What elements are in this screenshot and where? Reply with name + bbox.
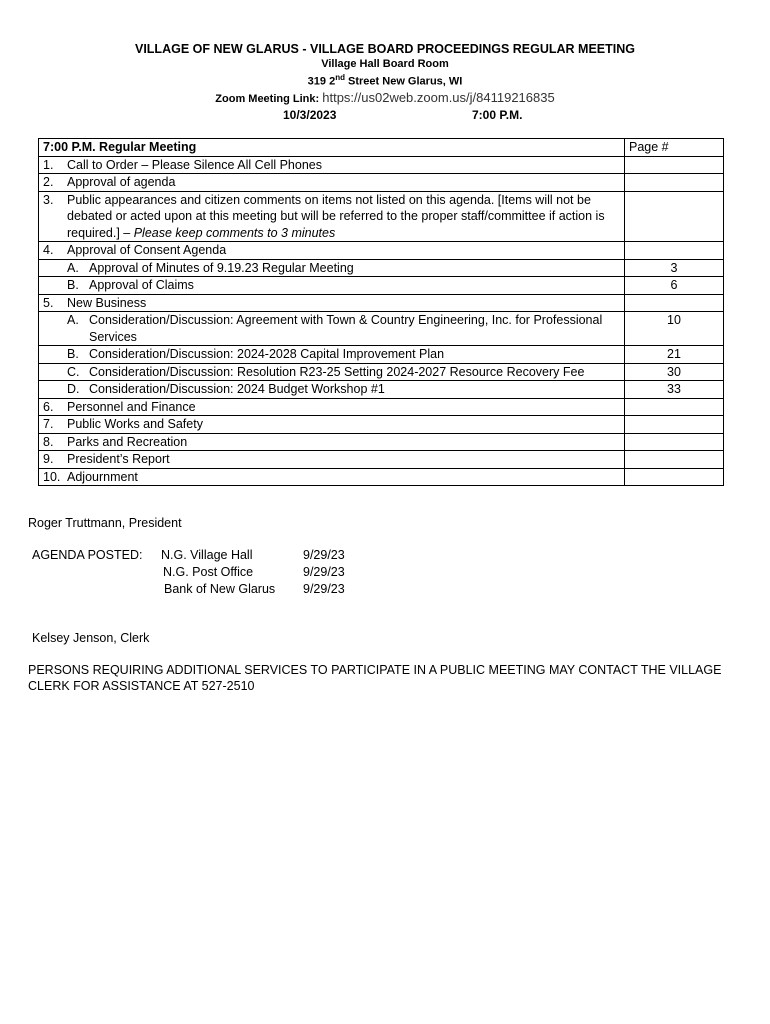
agenda-header-page: Page # bbox=[625, 139, 724, 157]
table-row: 10. Adjournment bbox=[39, 468, 724, 486]
table-row: A. Approval of Minutes of 9.19.23 Regular Meeting 3 bbox=[39, 259, 724, 277]
agenda-table bbox=[38, 138, 724, 486]
table-row: C. Consideration/Discussion: Resolution R23-25 Setting 2024-2027 Resource Recovery Fee 30 bbox=[39, 363, 724, 381]
meeting-date: 10/3/2023 bbox=[283, 107, 337, 122]
table-row: 5. New Business bbox=[39, 294, 724, 312]
date-time-line bbox=[0, 108, 770, 123]
meeting-address: 319 2nd Street New Glarus, WI bbox=[307, 73, 463, 88]
table-row: 1. Call to Order – Please Silence All Cell Phones bbox=[39, 156, 724, 174]
zoom-label: Zoom Meeting Link: bbox=[215, 92, 320, 105]
table-row: 7. Public Works and Safety bbox=[39, 416, 724, 434]
document-title: VILLAGE OF NEW GLARUS - VILLAGE BOARD PROCEEDINGS REGULAR MEETING bbox=[134, 42, 635, 56]
agenda-header-row bbox=[39, 139, 724, 157]
zoom-line bbox=[0, 89, 770, 108]
document-header bbox=[0, 42, 770, 123]
president-signature: Roger Truttmann, President bbox=[28, 516, 182, 530]
table-row: A. Consideration/Discussion: Agreement with Town & Country Engineering, Inc. for Professional Services 10 bbox=[39, 312, 724, 346]
posted-date: 9/29/23 bbox=[303, 565, 345, 579]
table-row: 3. Public appearances and citizen comments on items not listed on this agenda. [Items will not be debated or acted upon at this meeting but will be referred to the proper staff/committee if action is required.] – Please keep comments to 3 minutes bbox=[39, 191, 724, 242]
posted-location: Bank of New Glarus bbox=[164, 582, 276, 596]
agenda-posted-label: AGENDA POSTED: bbox=[32, 548, 143, 562]
posted-location: N.G. Post Office bbox=[163, 565, 254, 579]
posted-date: 9/29/23 bbox=[303, 548, 345, 562]
meeting-time: 7:00 P.M. bbox=[472, 107, 523, 122]
accessibility-notice: PERSONS REQUIRING ADDITIONAL SERVICES TO PARTICIPATE IN A PUBLIC MEETING MAY CONTACT THE VILLAGE CLERK FOR ASSISTANCE AT 527-2510 bbox=[28, 663, 722, 693]
zoom-link[interactable]: https://us02web.zoom.us/j/84119216835 bbox=[322, 89, 555, 105]
posted-location: N.G. Village Hall bbox=[161, 548, 253, 562]
clerk-signature: Kelsey Jenson, Clerk bbox=[32, 631, 150, 645]
meeting-location: Village Hall Board Room bbox=[321, 58, 449, 70]
table-row: 4. Approval of Consent Agenda bbox=[39, 242, 724, 260]
table-row: 9. President’s Report bbox=[39, 451, 724, 469]
table-row: 6. Personnel and Finance bbox=[39, 398, 724, 416]
table-row: 8. Parks and Recreation bbox=[39, 433, 724, 451]
table-row: B. Consideration/Discussion: 2024-2028 Capital Improvement Plan 21 bbox=[39, 346, 724, 364]
table-row: 2. Approval of agenda bbox=[39, 174, 724, 192]
posted-date: 9/29/23 bbox=[303, 582, 345, 596]
table-row: D. Consideration/Discussion: 2024 Budget Workshop #1 33 bbox=[39, 381, 724, 399]
agenda-header-item: 7:00 P.M. Regular Meeting bbox=[39, 139, 625, 157]
table-row: B. Approval of Claims 6 bbox=[39, 277, 724, 295]
